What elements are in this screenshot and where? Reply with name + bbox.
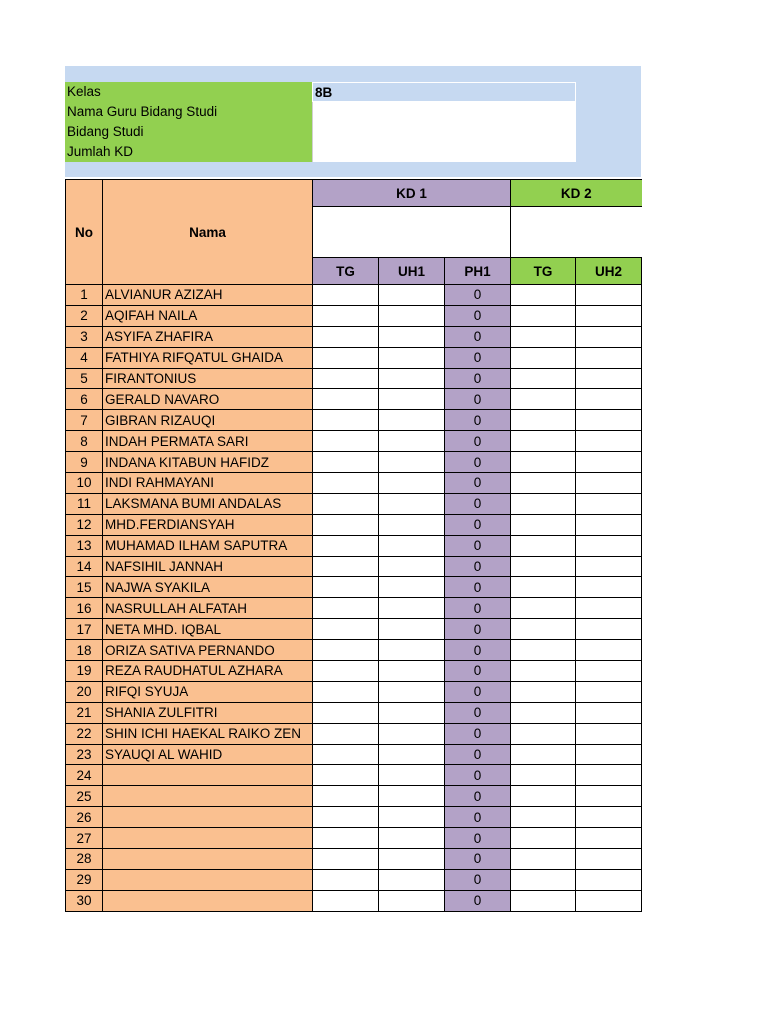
table-row	[66, 619, 642, 640]
row-kd2-uh2[interactable]	[576, 786, 642, 807]
table-row	[66, 723, 642, 744]
row-nama[interactable]	[103, 890, 313, 911]
row-kd1-tg[interactable]	[313, 431, 379, 452]
row-no: 25	[66, 786, 103, 807]
row-no: 24	[66, 765, 103, 786]
row-kd1-uh1[interactable]	[379, 744, 445, 765]
row-kd2-tg[interactable]	[511, 535, 576, 556]
row-kd2-uh2[interactable]	[576, 452, 642, 473]
row-kd2-tg[interactable]	[511, 347, 576, 368]
row-no: 5	[66, 368, 103, 389]
table-row	[66, 410, 642, 431]
row-no: 13	[66, 535, 103, 556]
row-kd1-tg[interactable]	[313, 869, 379, 890]
row-no: 2	[66, 305, 103, 326]
row-kd1-tg[interactable]	[313, 556, 379, 577]
row-kd1-uh1[interactable]	[379, 493, 445, 514]
row-kd1-ph1: 0	[445, 619, 511, 640]
row-kd1-tg[interactable]	[313, 452, 379, 473]
row-kd1-tg[interactable]	[313, 828, 379, 849]
row-kd1-tg[interactable]	[313, 661, 379, 682]
row-no: 11	[66, 493, 103, 514]
row-kd1-tg[interactable]	[313, 890, 379, 911]
row-kd1-uh1[interactable]	[379, 849, 445, 870]
table-row	[66, 661, 642, 682]
row-nama[interactable]: INDAH PERMATA SARI	[103, 431, 313, 452]
row-kd2-uh2[interactable]	[576, 514, 642, 535]
table-row	[66, 702, 642, 723]
row-kd1-uh1[interactable]	[379, 869, 445, 890]
row-kd2-uh2[interactable]	[576, 640, 642, 661]
header-no: No	[66, 180, 103, 285]
row-nama[interactable]	[103, 828, 313, 849]
row-no: 12	[66, 514, 103, 535]
row-kd2-uh2[interactable]	[576, 598, 642, 619]
row-kd2-uh2[interactable]	[576, 807, 642, 828]
row-kd1-tg[interactable]	[313, 723, 379, 744]
row-kd1-uh1[interactable]	[379, 681, 445, 702]
row-kd1-ph1: 0	[445, 556, 511, 577]
row-no: 9	[66, 452, 103, 473]
row-kd1-uh1[interactable]	[379, 765, 445, 786]
row-no: 29	[66, 869, 103, 890]
row-kd1-uh1[interactable]	[379, 410, 445, 431]
row-kd1-uh1[interactable]	[379, 535, 445, 556]
row-kd1-ph1: 0	[445, 849, 511, 870]
row-kd2-tg[interactable]	[511, 828, 576, 849]
row-no: 22	[66, 723, 103, 744]
row-no: 8	[66, 431, 103, 452]
row-kd2-uh2[interactable]	[576, 765, 642, 786]
jumlah-kd-value[interactable]	[312, 142, 576, 162]
row-kd2-uh2[interactable]	[576, 535, 642, 556]
row-kd2-uh2[interactable]	[576, 473, 642, 494]
row-no: 20	[66, 681, 103, 702]
row-nama[interactable]: FATHIYA RIFQATUL GHAIDA	[103, 347, 313, 368]
row-kd1-uh1[interactable]	[379, 305, 445, 326]
row-kd2-tg[interactable]	[511, 368, 576, 389]
row-nama[interactable]: ASYIFA ZHAFIRA	[103, 326, 313, 347]
row-kd1-tg[interactable]	[313, 389, 379, 410]
guru-value[interactable]	[312, 102, 576, 122]
row-nama[interactable]: INDANA KITABUN HAFIDZ	[103, 452, 313, 473]
table-row	[66, 681, 642, 702]
row-kd1-tg[interactable]	[313, 410, 379, 431]
row-kd2-tg[interactable]	[511, 410, 576, 431]
row-kd1-tg[interactable]	[313, 535, 379, 556]
row-kd1-uh1[interactable]	[379, 702, 445, 723]
row-kd1-tg[interactable]	[313, 368, 379, 389]
row-kd1-tg[interactable]	[313, 598, 379, 619]
jumlah-kd-label: Jumlah KD	[65, 142, 312, 162]
row-kd1-tg[interactable]	[313, 681, 379, 702]
row-nama[interactable]: MHD.FERDIANSYAH	[103, 514, 313, 535]
row-kd2-tg[interactable]	[511, 869, 576, 890]
table-row	[66, 849, 642, 870]
header-nama: Nama	[103, 180, 313, 285]
row-kd2-tg[interactable]	[511, 702, 576, 723]
row-kd1-ph1: 0	[445, 681, 511, 702]
table-row	[66, 786, 642, 807]
header-kd1-ph1: PH1	[445, 258, 511, 285]
row-kd1-ph1: 0	[445, 640, 511, 661]
bidang-label: Bidang Studi	[65, 122, 312, 142]
row-no: 15	[66, 577, 103, 598]
row-kd1-ph1: 0	[445, 347, 511, 368]
row-nama[interactable]: GIBRAN RIZAUQI	[103, 410, 313, 431]
row-kd1-uh1[interactable]	[379, 723, 445, 744]
row-kd1-ph1: 0	[445, 786, 511, 807]
row-nama[interactable]: LAKSMANA BUMI ANDALAS	[103, 493, 313, 514]
header-kd1-uh1: UH1	[379, 258, 445, 285]
row-kd1-uh1[interactable]	[379, 828, 445, 849]
table-row	[66, 807, 642, 828]
table-row	[66, 535, 642, 556]
row-nama[interactable]: INDI RAHMAYANI	[103, 473, 313, 494]
row-nama[interactable]: RIFQI SYUJA	[103, 681, 313, 702]
table-row	[66, 493, 642, 514]
table-row	[66, 744, 642, 765]
row-kd1-ph1: 0	[445, 514, 511, 535]
row-kd2-uh2[interactable]	[576, 556, 642, 577]
row-kd1-uh1[interactable]	[379, 807, 445, 828]
row-kd2-tg[interactable]	[511, 661, 576, 682]
bidang-value[interactable]	[312, 122, 576, 142]
kd1-description-cell[interactable]	[313, 207, 511, 258]
row-kd1-uh1[interactable]	[379, 890, 445, 911]
row-kd2-uh2[interactable]	[576, 702, 642, 723]
row-kd1-uh1[interactable]	[379, 326, 445, 347]
row-nama[interactable]: NETA MHD. IQBAL	[103, 619, 313, 640]
row-kd1-ph1: 0	[445, 598, 511, 619]
row-nama[interactable]: SHIN ICHI HAEKAL RAIKO ZEN	[103, 723, 313, 744]
row-kd2-tg[interactable]	[511, 326, 576, 347]
row-kd2-tg[interactable]	[511, 681, 576, 702]
info-row-bidang	[65, 122, 576, 142]
row-kd1-ph1: 0	[445, 410, 511, 431]
row-kd1-ph1: 0	[445, 807, 511, 828]
row-kd2-uh2[interactable]	[576, 681, 642, 702]
row-no: 18	[66, 640, 103, 661]
row-kd1-uh1[interactable]	[379, 514, 445, 535]
row-nama[interactable]	[103, 869, 313, 890]
row-no: 6	[66, 389, 103, 410]
row-kd2-uh2[interactable]	[576, 723, 642, 744]
row-kd1-tg[interactable]	[313, 807, 379, 828]
row-kd1-ph1: 0	[445, 828, 511, 849]
row-no: 17	[66, 619, 103, 640]
row-kd1-tg[interactable]	[313, 514, 379, 535]
row-kd1-ph1: 0	[445, 702, 511, 723]
row-no: 30	[66, 890, 103, 911]
row-kd1-uh1[interactable]	[379, 598, 445, 619]
table-row	[66, 828, 642, 849]
table-row	[66, 285, 642, 306]
row-kd1-uh1[interactable]	[379, 347, 445, 368]
row-kd1-uh1[interactable]	[379, 556, 445, 577]
row-kd1-tg[interactable]	[313, 702, 379, 723]
table-row	[66, 368, 642, 389]
row-kd2-uh2[interactable]	[576, 285, 642, 306]
row-no: 14	[66, 556, 103, 577]
grade-table	[65, 179, 642, 912]
row-nama[interactable]: NASRULLAH ALFATAH	[103, 598, 313, 619]
row-kd1-ph1: 0	[445, 326, 511, 347]
row-kd2-uh2[interactable]	[576, 661, 642, 682]
table-row	[66, 326, 642, 347]
row-nama[interactable]	[103, 765, 313, 786]
row-kd1-uh1[interactable]	[379, 577, 445, 598]
row-kd2-tg[interactable]	[511, 556, 576, 577]
row-kd1-ph1: 0	[445, 493, 511, 514]
row-kd1-tg[interactable]	[313, 849, 379, 870]
row-kd2-uh2[interactable]	[576, 890, 642, 911]
table-row	[66, 556, 642, 577]
row-no: 3	[66, 326, 103, 347]
row-kd1-ph1: 0	[445, 452, 511, 473]
kelas-value[interactable]: 8B	[312, 82, 576, 102]
table-row	[66, 514, 642, 535]
row-kd1-uh1[interactable]	[379, 619, 445, 640]
row-kd1-ph1: 0	[445, 368, 511, 389]
row-kd1-tg[interactable]	[313, 619, 379, 640]
row-kd1-uh1[interactable]	[379, 661, 445, 682]
info-row-jumlah-kd	[65, 142, 576, 162]
row-no: 7	[66, 410, 103, 431]
row-kd1-uh1[interactable]	[379, 389, 445, 410]
row-kd1-uh1[interactable]	[379, 431, 445, 452]
row-kd1-uh1[interactable]	[379, 452, 445, 473]
row-kd1-ph1: 0	[445, 577, 511, 598]
row-kd1-tg[interactable]	[313, 744, 379, 765]
row-no: 26	[66, 807, 103, 828]
header-kd1-tg: TG	[313, 258, 379, 285]
row-no: 23	[66, 744, 103, 765]
row-no: 19	[66, 661, 103, 682]
row-nama[interactable]: SYAUQI AL WAHID	[103, 744, 313, 765]
table-row	[66, 765, 642, 786]
row-no: 4	[66, 347, 103, 368]
row-kd2-tg[interactable]	[511, 514, 576, 535]
row-kd2-uh2[interactable]	[576, 410, 642, 431]
row-kd2-tg[interactable]	[511, 744, 576, 765]
row-kd2-uh2[interactable]	[576, 431, 642, 452]
row-nama[interactable]	[103, 849, 313, 870]
row-kd1-tg[interactable]	[313, 305, 379, 326]
row-kd1-ph1: 0	[445, 389, 511, 410]
table-row	[66, 389, 642, 410]
row-nama[interactable]: NAFSIHIL JANNAH	[103, 556, 313, 577]
row-nama[interactable]: FIRANTONIUS	[103, 368, 313, 389]
row-kd2-tg[interactable]	[511, 577, 576, 598]
row-kd1-uh1[interactable]	[379, 786, 445, 807]
row-kd2-uh2[interactable]	[576, 828, 642, 849]
row-kd1-tg[interactable]	[313, 765, 379, 786]
row-kd1-tg[interactable]	[313, 786, 379, 807]
row-kd1-ph1: 0	[445, 723, 511, 744]
row-nama[interactable]: REZA RAUDHATUL AZHARA	[103, 661, 313, 682]
row-no: 10	[66, 473, 103, 494]
header-kd1: KD 1	[313, 180, 511, 207]
row-kd2-uh2[interactable]	[576, 619, 642, 640]
row-kd1-ph1: 0	[445, 890, 511, 911]
row-kd2-tg[interactable]	[511, 285, 576, 306]
row-kd2-tg[interactable]	[511, 473, 576, 494]
row-nama[interactable]	[103, 786, 313, 807]
row-nama[interactable]: SHANIA ZULFITRI	[103, 702, 313, 723]
row-kd2-tg[interactable]	[511, 389, 576, 410]
row-kd2-uh2[interactable]	[576, 744, 642, 765]
table-row	[66, 577, 642, 598]
header-kd2-uh2: UH2	[576, 258, 642, 285]
row-nama[interactable]: AQIFAH NAILA	[103, 305, 313, 326]
row-kd1-tg[interactable]	[313, 577, 379, 598]
row-no: 21	[66, 702, 103, 723]
row-kd2-tg[interactable]	[511, 640, 576, 661]
row-kd1-ph1: 0	[445, 305, 511, 326]
row-kd2-uh2[interactable]	[576, 347, 642, 368]
row-kd1-ph1: 0	[445, 661, 511, 682]
row-kd1-uh1[interactable]	[379, 640, 445, 661]
row-no: 28	[66, 849, 103, 870]
row-kd2-uh2[interactable]	[576, 493, 642, 514]
row-kd1-ph1: 0	[445, 869, 511, 890]
row-no: 16	[66, 598, 103, 619]
row-kd2-tg[interactable]	[511, 807, 576, 828]
table-row	[66, 473, 642, 494]
row-kd1-ph1: 0	[445, 744, 511, 765]
row-kd2-tg[interactable]	[511, 786, 576, 807]
row-no: 1	[66, 285, 103, 306]
row-kd1-uh1[interactable]	[379, 368, 445, 389]
row-nama[interactable]: MUHAMAD ILHAM SAPUTRA	[103, 535, 313, 556]
info-row-guru	[65, 102, 576, 122]
row-kd2-tg[interactable]	[511, 452, 576, 473]
row-kd1-tg[interactable]	[313, 640, 379, 661]
row-kd1-ph1: 0	[445, 285, 511, 306]
table-row	[66, 640, 642, 661]
row-kd2-tg[interactable]	[511, 849, 576, 870]
row-kd1-ph1: 0	[445, 431, 511, 452]
info-row-kelas	[65, 82, 576, 102]
guru-label: Nama Guru Bidang Studi	[65, 102, 312, 122]
table-row	[66, 347, 642, 368]
row-nama[interactable]: NAJWA SYAKILA	[103, 577, 313, 598]
row-kd1-tg[interactable]	[313, 493, 379, 514]
row-nama[interactable]: ALVIANUR AZIZAH	[103, 285, 313, 306]
table-row	[66, 869, 642, 890]
row-kd2-uh2[interactable]	[576, 577, 642, 598]
row-kd1-tg[interactable]	[313, 473, 379, 494]
row-kd1-ph1: 0	[445, 765, 511, 786]
table-row	[66, 305, 642, 326]
table-row	[66, 452, 642, 473]
row-kd2-uh2[interactable]	[576, 368, 642, 389]
row-kd2-tg[interactable]	[511, 723, 576, 744]
row-kd1-tg[interactable]	[313, 347, 379, 368]
row-kd2-tg[interactable]	[511, 890, 576, 911]
header-kd2: KD 2	[511, 180, 642, 207]
row-kd1-uh1[interactable]	[379, 285, 445, 306]
table-row	[66, 598, 642, 619]
row-kd2-tg[interactable]	[511, 765, 576, 786]
row-kd2-tg[interactable]	[511, 493, 576, 514]
kelas-label: Kelas	[65, 82, 312, 102]
row-kd1-ph1: 0	[445, 473, 511, 494]
kd2-description-cell[interactable]	[511, 207, 642, 258]
row-kd1-ph1: 0	[445, 535, 511, 556]
table-row	[66, 890, 642, 911]
row-nama[interactable]	[103, 807, 313, 828]
row-kd1-tg[interactable]	[313, 285, 379, 306]
row-kd2-uh2[interactable]	[576, 305, 642, 326]
row-kd2-tg[interactable]	[511, 619, 576, 640]
row-kd2-uh2[interactable]	[576, 326, 642, 347]
row-kd2-tg[interactable]	[511, 598, 576, 619]
row-nama[interactable]: GERALD NAVARO	[103, 389, 313, 410]
row-kd2-tg[interactable]	[511, 431, 576, 452]
row-kd2-uh2[interactable]	[576, 869, 642, 890]
row-kd1-uh1[interactable]	[379, 473, 445, 494]
header-kd2-tg: TG	[511, 258, 576, 285]
row-no: 27	[66, 828, 103, 849]
row-kd2-uh2[interactable]	[576, 849, 642, 870]
row-kd2-tg[interactable]	[511, 305, 576, 326]
row-kd2-uh2[interactable]	[576, 389, 642, 410]
table-row	[66, 431, 642, 452]
row-kd1-tg[interactable]	[313, 326, 379, 347]
row-nama[interactable]: ORIZA SATIVA PERNANDO	[103, 640, 313, 661]
